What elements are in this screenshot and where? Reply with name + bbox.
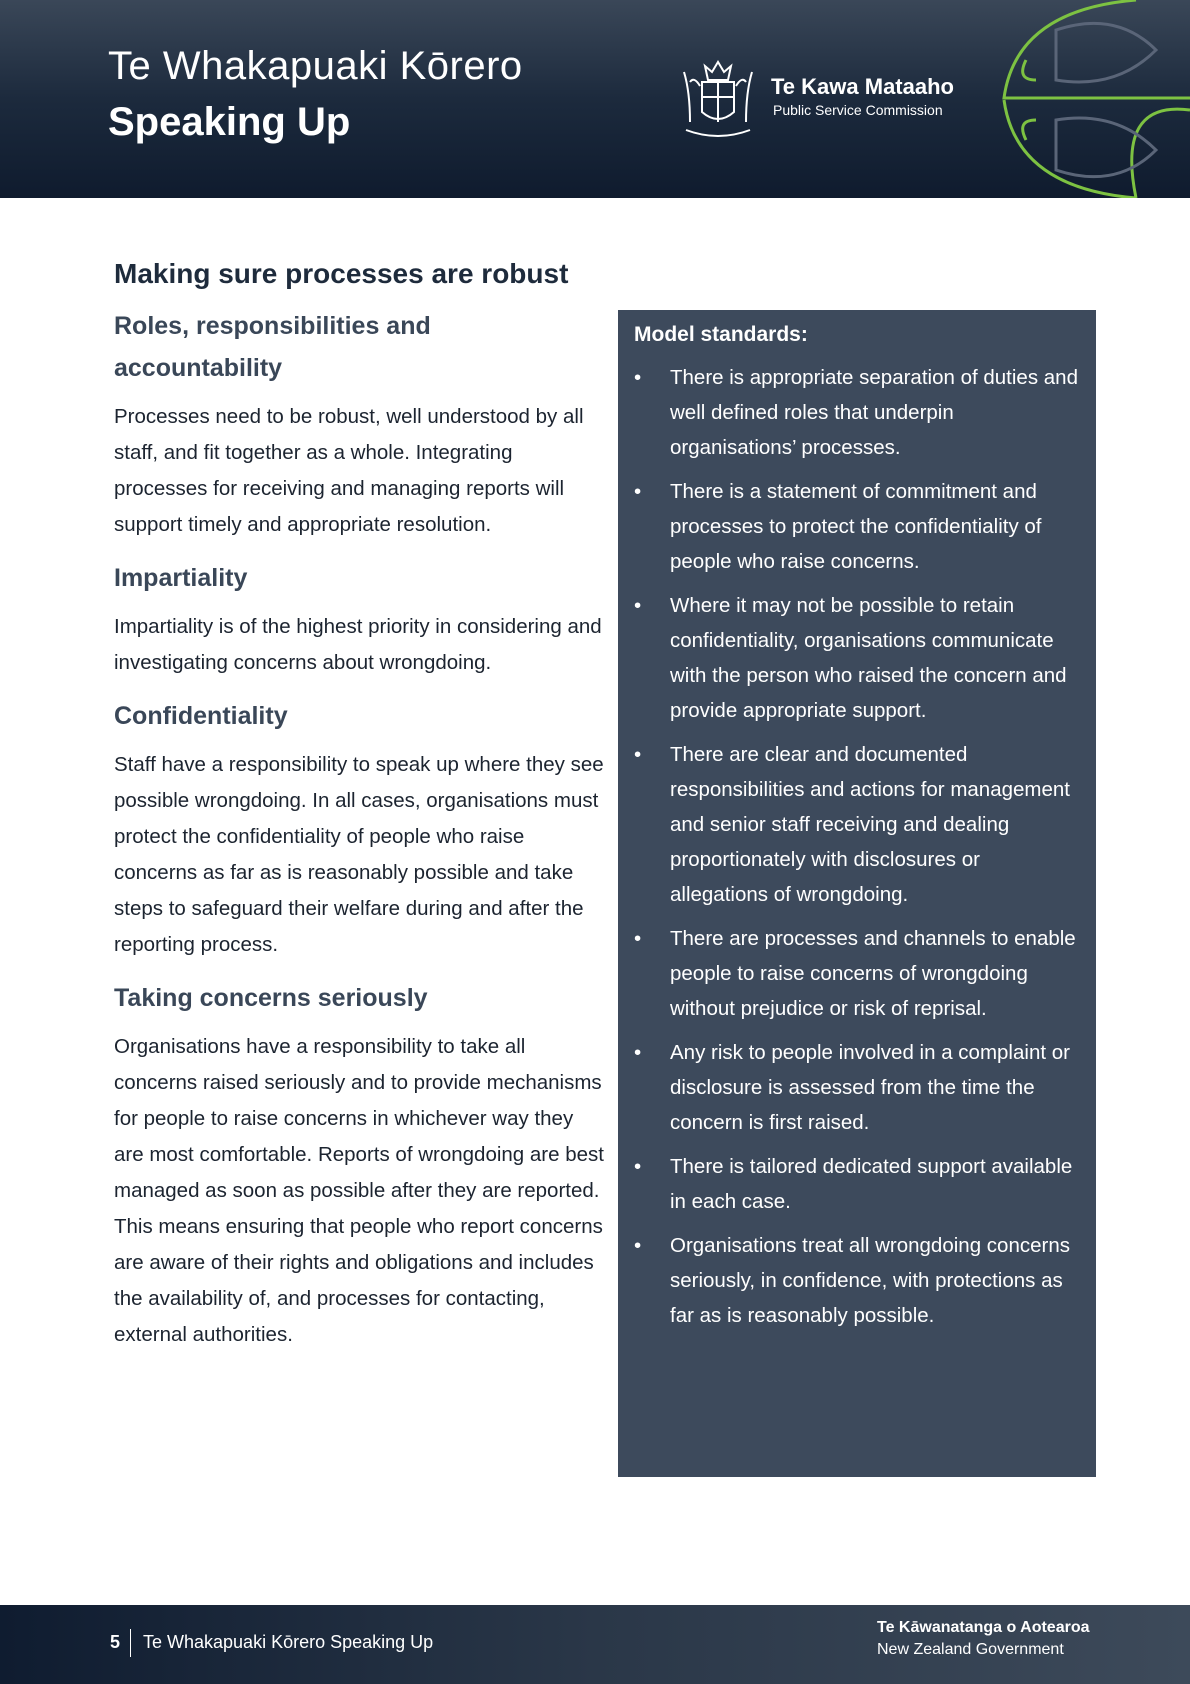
list-item-text: Where it may not be possible to retain confidentiality, organisations communicate with the person who raised the concern and provide appropriate support. [670, 594, 1067, 722]
main-content [114, 305, 604, 1367]
list-item-text: There are processes and channels to enable people to raise concerns of wrongdoing without prejudice or risk of reprisal. [670, 927, 1076, 1020]
paragraph-confidentiality: Staff have a responsibility to speak up where they see possible wrongdoing. In all cases, organisations must protect the confidentiality of people who raise concerns as far as is reasonably possible and take steps to safeguard their welfare during and after the reporting process. [114, 753, 604, 956]
subheading-roles: Roles, responsibilities and accountability [114, 312, 431, 382]
list-item [634, 1149, 1080, 1219]
list-item [634, 1228, 1080, 1333]
list-item-text: There are clear and documented responsibilities and actions for management and senior staff receiving and dealing proportionately with disclosures or allegations of wrongdoing. [670, 743, 1070, 906]
panel-title: Model standards: [634, 323, 808, 346]
subheading-concerns: Taking concerns seriously [114, 984, 428, 1012]
section-heading: Making sure processes are robust [114, 258, 569, 289]
page-number: 5 [110, 1632, 121, 1652]
gov-logo-line2: New Zealand Government [877, 1641, 1064, 1658]
standards-list [634, 360, 1080, 1333]
list-item [634, 1035, 1080, 1140]
koru-pattern-icon [996, 0, 1190, 198]
bullet-icon: • [634, 366, 642, 389]
bullet-icon: • [634, 594, 642, 617]
bullet-icon: • [634, 1234, 642, 1257]
footer-doc-title: Te Whakapuaki Kōrero Speaking Up [143, 1632, 434, 1652]
paragraph-concerns: Organisations have a responsibility to take all concerns raised seriously and to provide mechanisms for people to raise concerns in whichever way they are most comfortable. Reports of wrongdoing are best managed as soon as possible after they are reported. This means ensuring that people who report concerns are aware of their rights and obligations and includes the availability of, and processes for contacting, external authorities. [114, 1035, 604, 1346]
list-item [634, 921, 1080, 1026]
bullet-icon: • [634, 743, 642, 766]
footer-divider [130, 1629, 131, 1657]
paragraph-impartiality: Impartiality is of the highest priority in considering and investigating concerns about wrongdoing. [114, 615, 602, 674]
list-item-text: Organisations treat all wrongdoing concerns seriously, in confidence, with protections as far as is reasonably possible. [670, 1234, 1070, 1327]
org-subname: Public Service Commission [773, 102, 943, 118]
list-item [634, 588, 1080, 728]
list-item-text: Any risk to people involved in a complaint or disclosure is assessed from the time the concern is first raised. [670, 1041, 1070, 1134]
org-name: Te Kawa Mataaho [771, 74, 954, 99]
bullet-icon: • [634, 1041, 642, 1064]
list-item [634, 360, 1080, 465]
header-title: Te Whakapuaki Kōrero [108, 44, 523, 88]
bullet-icon: • [634, 1155, 642, 1178]
model-standards-panel [618, 310, 1096, 1477]
paragraph-roles: Processes need to be robust, well understood by all staff, and fit together as a whole. Integrating processes for receiving and managing reports will support timely and appropriate resolution. [114, 405, 584, 536]
gov-logo-line1: Te Kāwanatanga o Aotearoa [877, 1619, 1090, 1636]
list-item-text: There is a statement of commitment and processes to protect the confidentiality of people who raise concerns. [670, 480, 1042, 573]
subheading-confidentiality: Confidentiality [114, 702, 288, 730]
page-footer [0, 1605, 1190, 1684]
list-item [634, 474, 1080, 579]
page-header [0, 0, 1190, 198]
list-item-text: There is tailored dedicated support available in each case. [670, 1155, 1073, 1213]
list-item-text: There is appropriate separation of duties and well defined roles that underpin organisations’ processes. [670, 366, 1078, 459]
bullet-icon: • [634, 927, 642, 950]
list-item [634, 737, 1080, 912]
coat-of-arms-icon [672, 52, 764, 138]
header-subtitle: Speaking Up [108, 100, 351, 144]
subheading-impartiality: Impartiality [114, 564, 248, 592]
bullet-icon: • [634, 480, 642, 503]
